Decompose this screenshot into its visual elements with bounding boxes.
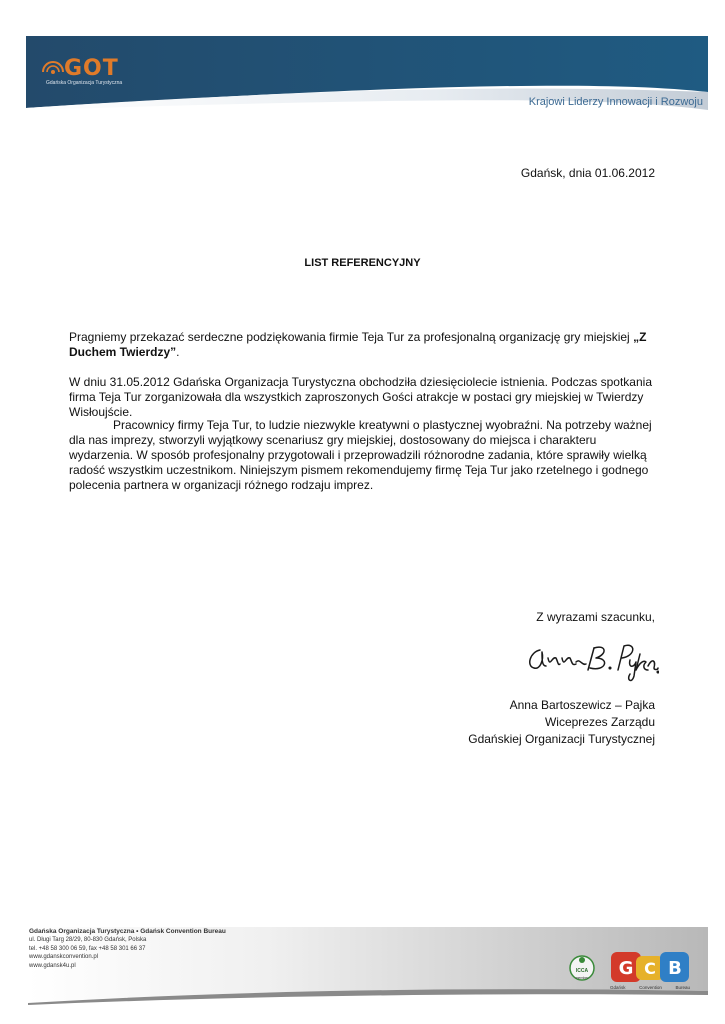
sun-logo-icon [42,60,64,74]
closing-line: Z wyrazami szacunku, [536,610,655,624]
letter-title: LIST REFERENCYJNY [304,257,421,269]
paragraph-3-text: Pracownicy firmy Teja Tur, to ludzie niezwykle kreatywni o plastycznej wyobraźni. Na potrzeby ważnej dla nas imprezy, stworzyli wyjątkowy scenariusz gry miejskiej, dostosowany do miejsca i charakteru wydarzenia. W sposób profesjonalny przygotowali i przeprowadzili różnorodne zadania, które sprawiły wielką radość wszystkim uczestnikom. Niniejszym pismem rekomendujemy firmę Teja Tur jako rzetelnego i godnego polecenia partnera w organizacji różnego rodzaju imprez. [69,418,652,492]
icca-label: ICCA [575,968,589,974]
footer-web-1: www.gdanskconvention.pl [29,954,99,961]
footer-contact [29,928,226,970]
gcb-caption-3: Bureau [675,985,690,990]
gcb-caption [610,985,690,990]
svg-text:C: C [644,959,656,978]
paragraph-2: W dniu 31.05.2012 Gdańska Organizacja Turystyczna obchodziła dziesięciolecie istnienia. Podczas spotkania firma Teja Tur zorganizowała dla wszystkich zaproszonych Gości atrakcje w postaci gry miejskiej w Twierdzy Wisłoujście. [69,375,652,419]
footer-address: ul. Długi Targ 28/29, 80-830 Gdańsk, Polska [29,937,147,944]
gcb-caption-2: Convention [639,985,662,990]
icca-sub: member [575,976,589,980]
footer-web-2: www.gdansk4u.pl [29,962,76,969]
footer-org: Gdańska Organizacja Turystyczna • Gdańsk Convention Bureau [29,928,226,935]
handwritten-signature [524,640,659,685]
paragraph-1 [69,330,657,360]
footer-phone: tel. +48 58 300 06 59, fax +48 58 301 66 37 [29,945,146,952]
signer-block [468,697,655,748]
paragraph-1-text: Pragniemy przekazać serdeczne podziękowania firmie Teja Tur za profesjonalną organizację gry miejskiej [69,330,634,344]
letter-date: Gdańsk, dnia 01.06.2012 [520,166,655,180]
signer-organization: Gdańskiej Organizacji Turystycznej [468,732,655,746]
header-tagline: Krajowi Liderzy Innowacji i Rozwoju [528,96,703,108]
paragraph-3 [69,418,657,493]
signer-title: Wiceprezes Zarządu [544,715,655,729]
logo-text: GOT [64,56,119,81]
game-name: „Z Duchem Twierdzy” [69,330,647,359]
gcb-caption-1: Gdańsk [610,985,626,990]
paragraph-1-end: . [176,345,180,359]
gcb-logo-icon [610,950,690,984]
svg-text:B: B [668,958,682,979]
svg-text:G: G [618,958,634,979]
logo-subtitle: Gdańska Organizacja Turystyczna [46,80,123,86]
signer-name: Anna Bartoszewicz – Pajka [509,698,655,712]
